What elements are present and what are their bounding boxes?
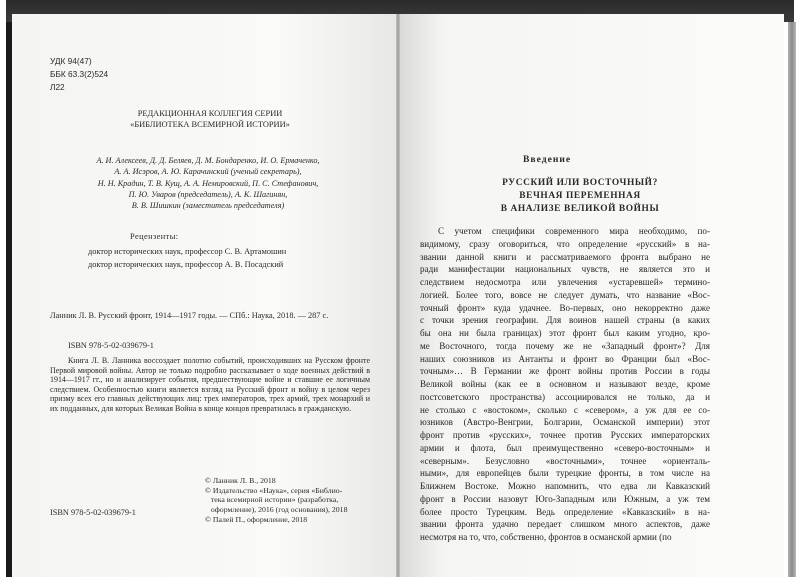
- book-gutter: [396, 14, 400, 577]
- body-line: армии и флота, был преимущественно «северо-восточным» и: [420, 442, 710, 453]
- board-members-line: А. А. Исэров, А. Ю. Карачинский (ученый секретарь),: [114, 167, 302, 177]
- chapter-title-line: В АНАЛИЗЕ ВЕЛИКОЙ ВОЙНЫ: [500, 204, 660, 214]
- section-title: Введение: [523, 154, 572, 165]
- udc-block: [50, 55, 108, 94]
- editorial-board-members: [38, 155, 378, 211]
- body-line: ради манифестации национальных чувств, не является это и: [420, 264, 710, 275]
- body-line: «северным». Безусловно «восточными», точнее «ориенталь-: [420, 455, 710, 466]
- body-line: следствием недосмотра или увлечения «устаревшей» термино-: [420, 277, 710, 287]
- reviewers-title: Рецензенты:: [130, 232, 179, 241]
- bbk-code: ББК 63.3(2)524: [50, 69, 109, 79]
- copyright-block: [205, 476, 347, 525]
- body-line: юзников (Австро-Венгрии, Болгарии, Османской империи) этот: [420, 417, 710, 428]
- board-members-line: П. Ю. Уваров (председатель), А. К. Шагинян,: [128, 189, 288, 199]
- chapter-title-line: ВЕЧНАЯ ПЕРЕМЕННАЯ: [519, 191, 641, 201]
- isbn-bottom: ISBN 978-5-02-039679-1: [50, 508, 136, 517]
- chapter-title-line: РУССКИЙ ИЛИ ВОСТОЧНЫЙ?: [502, 178, 658, 188]
- chapter-title: [430, 177, 730, 216]
- body-line: не столько с «востоком», сколько с «севером», а уж для ее со-: [420, 404, 710, 415]
- board-title-line: РЕДАКЦИОННАЯ КОЛЛЕГИЯ СЕРИИ: [137, 109, 283, 118]
- body-line: звании фронта удачно передает слишком много аспектов, даже: [420, 519, 710, 530]
- board-members-line: А. И. Алексеев, Д. Д. Беляев, Д. М. Бондаренко, И. О. Ермаченко,: [96, 156, 320, 165]
- body-line: ными», для европейцев были турецкие фронты, в том числе на: [420, 468, 710, 479]
- copyright-line: © Издательство «Наука», серия «Библио-: [205, 485, 343, 495]
- copyright-line: © Ланник Л. В., 2018: [205, 476, 276, 485]
- body-line: более просто Турецким. Ведь определение «Кавказский» в на-: [420, 506, 710, 517]
- reviewers-list: [88, 246, 286, 271]
- body-text: [420, 225, 710, 544]
- body-line: С учетом специфики современного мира необходимо, по-: [438, 226, 710, 236]
- reviewer: доктор исторических наук, профессор С. В. Артамошин: [88, 247, 287, 256]
- body-line: фронт против «русских», точнее против Русских императорских: [420, 430, 710, 440]
- author-sign: Л22: [50, 82, 65, 92]
- body-line: звании данной книги и рассматриваемого фронта выбрано не: [420, 251, 710, 262]
- board-members-line: Н. Н. Крадин, Т. В. Кущ, А. А. Немировский, П. С. Стефанович,: [97, 178, 319, 188]
- bibliographic-entry: Ланник Л. В. Русский фронт, 1914—1917 годы. — СПб.: Наука, 2018. — 287 с.: [50, 311, 329, 320]
- body-line: с точки зрения географии. Для воинов нашей страны (в каких: [420, 315, 710, 326]
- body-line: Ближнем Востоке. Можно напомнить, что едва ли Кавказский: [420, 481, 710, 491]
- body-line: фронт в России назовут Юго-Западным или Южным, а уж тем: [420, 493, 710, 504]
- body-line: постсоветского пространства) ассоциировался не только, да и: [420, 391, 710, 402]
- book-abstract: Книга Л. В. Ланника воссоздает полотно событий, происходивших на Русском фронте Первой мировой войны. Автор не только подробно рассказывает о ходе военных действий в 1914—1917 гг., но и анализирует события, предшествующие войне и ставшие ее логичным следствием. Особенностью книги является взгляд на Русский фронт и войну в целом через призму всех его главных действующих лиц: трех императоров, трех армий, трех монархий и их подданных, для которых Великая Война в конце концов превратилась в гражданскую.: [50, 356, 370, 413]
- body-line: точным»… В Германии же фронт войны против России в годы: [420, 366, 710, 377]
- body-line: бы она ни была границах) этот фронт был каким угодно, кро-: [420, 328, 710, 338]
- body-line: несмотря на то, что, собственно, фронтов в османской армии (по: [420, 532, 672, 542]
- body-line: точный фронт» куда удачнее. Во-первых, оно некорректно даже: [420, 302, 710, 313]
- isbn-top: ISBN 978-5-02-039679-1: [68, 341, 154, 350]
- body-line: видимому, сразу оговориться, что определение «русский» в на-: [420, 238, 710, 249]
- book-cover-edge-right: [788, 22, 796, 577]
- copyright-line: оформление), 2016 (год основания), 2018: [205, 505, 348, 515]
- copyright-line: тека всемирной истории» (разработка,: [205, 495, 339, 505]
- body-line: ме Восточного, тогда почему же не «Западный фронт»? Для: [420, 340, 710, 351]
- udc-code: УДК 94(47): [50, 56, 92, 66]
- board-title-line: «БИБЛИОТЕКА ВСЕМИРНОЙ ИСТОРИИ»: [130, 120, 290, 129]
- editorial-board-title: [90, 108, 330, 130]
- body-line: логией. Более того, вовсе не следует думать, что название «Вос-: [420, 289, 710, 300]
- copyright-line: © Палей П., оформление, 2018: [205, 514, 308, 524]
- body-line: наших союзников из Антанты и фронт во Франции был «Вос-: [420, 353, 710, 364]
- board-members-line: В. В. Шишкин (заместитель председателя): [131, 201, 285, 211]
- reviewer: доктор исторических наук, профессор А. В. Посадский: [88, 259, 284, 269]
- body-line: Великой войны (как ее в основном и называют везде, кроме: [420, 379, 710, 389]
